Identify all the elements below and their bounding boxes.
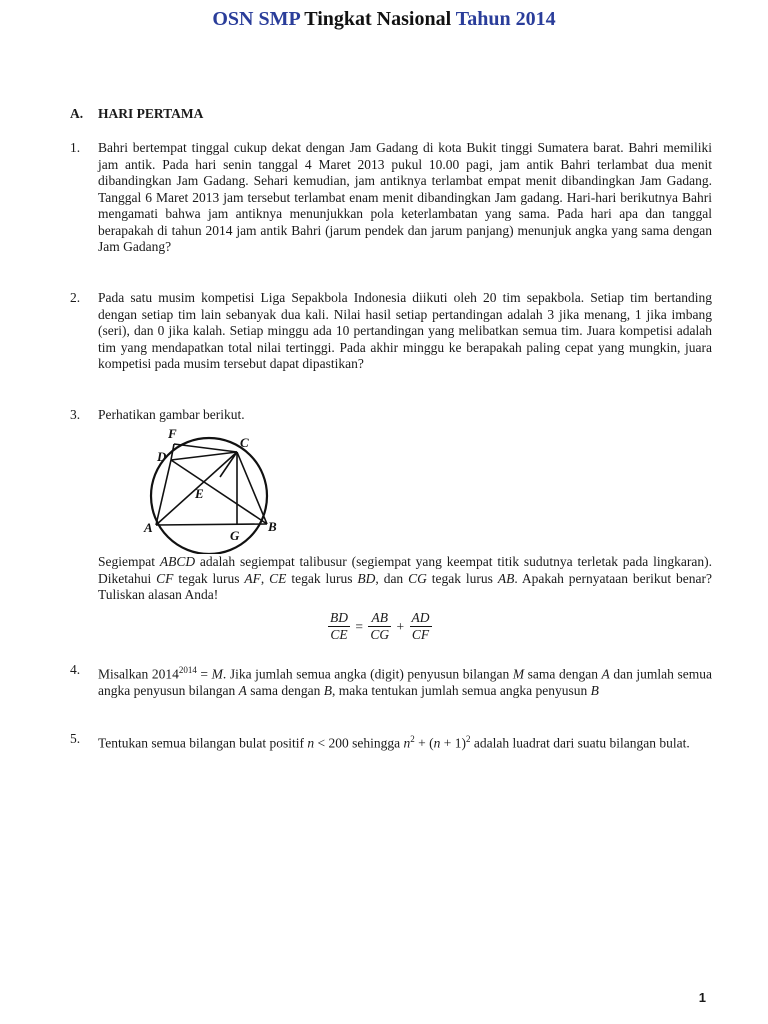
denominator: CF xyxy=(411,627,430,642)
label-b: B xyxy=(268,519,277,534)
section-title: HARI PERTAMA xyxy=(98,106,204,121)
page-number: 1 xyxy=(698,990,706,1005)
exponent: 2 xyxy=(465,734,471,744)
text-run: , xyxy=(260,570,270,586)
var-n: n xyxy=(403,735,411,751)
problem-text: Perhatikan gambar berikut. xyxy=(98,407,245,422)
problem-3 xyxy=(70,407,712,424)
var-ab: AB xyxy=(497,570,515,586)
var-cg: CG xyxy=(408,570,427,586)
var-m: M xyxy=(211,666,223,682)
var-b: B xyxy=(323,683,332,698)
text-run: , dan xyxy=(375,570,409,586)
label-a: A xyxy=(144,520,153,535)
title-tahun: Tahun 2014 xyxy=(455,8,556,30)
equals-sign: = xyxy=(355,618,363,634)
problem-number: 5. xyxy=(70,731,81,746)
label-c: C xyxy=(240,435,249,450)
text-run: tegak lurus xyxy=(426,570,498,586)
text-run: Segiempat xyxy=(98,554,160,569)
document-title xyxy=(0,8,768,31)
problem-1 xyxy=(70,140,712,256)
var-bd: BD xyxy=(357,570,376,586)
section-letter: A. xyxy=(70,106,84,121)
text-run: tegak lurus xyxy=(286,570,358,586)
var-n: n xyxy=(307,735,315,751)
text-run: adalah segiempat talibusur (segiempat yang keempat titik sudutnya terletak pada lingkaran). Diketahui xyxy=(98,554,712,586)
label-e: E xyxy=(195,486,204,501)
exponent: 2 xyxy=(410,734,415,744)
problem-3-description xyxy=(98,554,712,604)
var-b: B xyxy=(590,683,599,698)
label-g: G xyxy=(230,528,240,543)
var-a: A xyxy=(601,666,610,682)
problem-number: 1. xyxy=(70,140,81,155)
problem-text xyxy=(98,731,712,752)
ratio-formula xyxy=(328,610,432,643)
text-run: , maka tentukan jumlah semua angka penyusun xyxy=(331,683,591,698)
text-run: + 1) xyxy=(440,735,466,751)
text-run: < 200 sehingga xyxy=(314,735,404,751)
cyclic-quadrilateral-diagram xyxy=(138,424,298,554)
var-abcd: ABCD xyxy=(159,554,196,569)
fraction-ad-cf xyxy=(410,610,432,643)
numerator: AB xyxy=(368,610,391,627)
var-n: n xyxy=(433,735,441,751)
text-run: + ( xyxy=(414,735,434,751)
text-run: . Apakah pernyataan berikut benar? Tuliskan alasan Anda! xyxy=(98,570,712,602)
text-run: sama dengan xyxy=(246,683,324,698)
numerator: BD xyxy=(330,610,348,625)
var-ce: CE xyxy=(269,570,287,586)
problem-number: 2. xyxy=(70,290,81,305)
title-osn-smp: OSN SMP xyxy=(212,8,300,30)
section-heading xyxy=(70,106,203,122)
fraction-bd-ce xyxy=(328,610,350,643)
var-cf: CF xyxy=(156,570,174,586)
text-run: sama dengan xyxy=(524,666,602,682)
text-run: tegak lurus xyxy=(173,570,245,586)
var-af: AF xyxy=(244,570,261,586)
problem-number: 4. xyxy=(70,662,81,677)
problem-4 xyxy=(70,662,712,700)
text-run: Tentukan semua bilangan bulat positif xyxy=(98,735,308,751)
problem-2 xyxy=(70,290,712,373)
text-run: Misalkan 2014 xyxy=(98,666,179,682)
text-run: dan jumlah semua angka penyusun bilangan xyxy=(98,666,712,698)
problem-text: Pada satu musim kompetisi Liga Sepakbola Indonesia diikuti oleh 20 tim sepakbola. Setiap tim bertanding dengan setiap tim lain sebanyak dua kali. Nilai hasil setiap pertandingan adalah 3 jika menang, 1 jika imbang (seri), dan 0 jika kalah. Setiap minggu ada 10 pertandingan yang melibatkan semua tim. Juara kompetisi adalah tim yang mendapatkan total nilai tertinggi. Pada akhir minggu ke berapakah paling cepat yang mungkin, juara kompetisi pada musim tersebut dapat dipastikan? xyxy=(98,290,712,371)
numerator: AD xyxy=(411,610,430,625)
problem-number: 3. xyxy=(70,407,81,422)
exponent: 2014 xyxy=(178,665,197,675)
problem-text xyxy=(98,662,712,700)
var-a: A xyxy=(238,683,247,698)
label-f: F xyxy=(168,426,177,441)
text-run: = xyxy=(196,666,212,682)
title-tingkat-nasional: Tingkat Nasional xyxy=(304,8,452,30)
problem-5 xyxy=(70,731,712,752)
denominator: CG xyxy=(370,627,390,642)
text-run: adalah luadrat dari suatu bilangan bulat. xyxy=(470,735,690,751)
label-d: D xyxy=(157,449,167,464)
text-run: . Jika jumlah semua angka (digit) penyusun bilangan xyxy=(222,666,513,682)
problem-text: Bahri bertempat tinggal cukup dekat dengan Jam Gadang di kota Bukit tinggi Sumatera barat. Bahri memiliki jam antik. Pada hari senin tanggal 4 Maret 2013 pukul 10.00 pagi, jam antik Bahri terlambat dua menit dibandingkan Jam Gadang. Sehari kemudian, jam antiknya terlambat empat menit dibandingkan Jam Gadang. Tanggal 6 Maret 2013 jam tersebut terlambat enam menit dibandingkan Jam gadang. Hari-hari berikutnya Bahri mengamati bahwa jam antiknya menunjukkan pola keterlambatan yang sama. Pada hari apa dan tanggal berapakah di tahun 2014 jam antik Bahri (jarum pendek dan jarum panjang) menunjuk angka yang sama dengan Jam Gadang? xyxy=(98,140,712,254)
plus-sign: + xyxy=(396,618,405,634)
fraction-ab-cg xyxy=(368,610,391,643)
denominator: CE xyxy=(330,627,348,642)
var-m: M xyxy=(512,666,525,682)
